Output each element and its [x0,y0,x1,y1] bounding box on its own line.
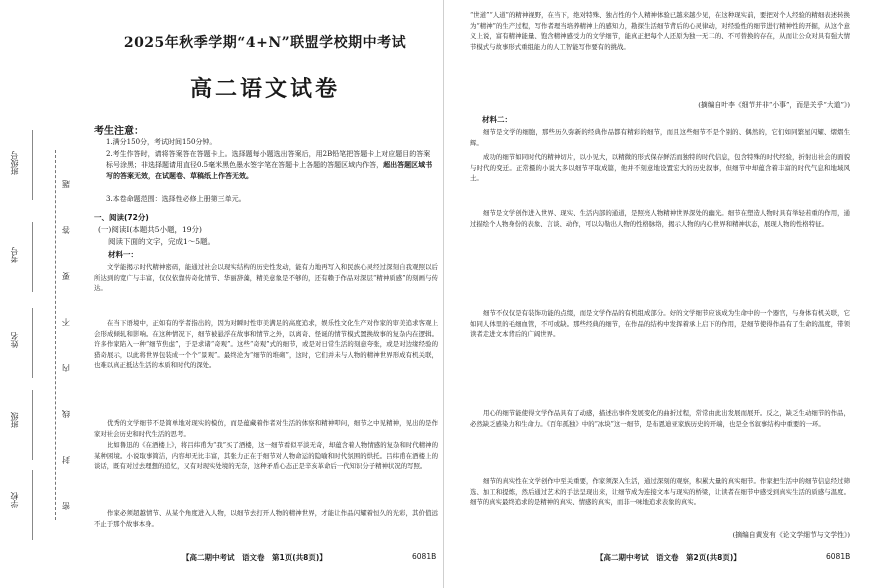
paragraph: 细节是文学创作进入世界、现实、生活内部的通道，是照亮人物精神世界深处的幽光。细节在塑造人物时具有举轻若重的作用，通过描绘个人物身份的表象、言谈、动作，可以勾勒出人物的性格脉络，揭示人物的内心世界和精神状态，展现人物的性格特征。 [470,209,850,228]
binding-field-name: 姓名 [10,332,19,348]
binding-strip [0,0,88,588]
section-heading: 一、阅读(72分) [94,213,149,222]
paper-title: 高二语文试卷 [189,77,340,102]
exam-title: 2025年秋季学期“4+N”联盟学校期中考试 [123,35,407,51]
notice-item-3: 3.本卷命题范围：选择性必修上册第三单元。 [106,195,246,203]
binding-underline [32,470,33,540]
source-citation: (摘编自叶李《细节并非“小事”，而是关乎“大道”》) [698,101,850,109]
notice-title: 考生注意： [94,126,144,137]
reading-instruction: 阅读下面的文字，完成1～5题。 [108,237,216,246]
paragraph: 优秀的文学细节不是简单地对现实的模仿，而是蕴藏着作者对生活的体察和精神叩问，细节之中见精神，见出的是作家对社会历史和时代生活的思考。 [94,419,438,438]
page-fold-divider [443,0,444,588]
material-label: 材料一： [108,250,138,259]
binding-underline [32,222,33,292]
notice-item-1: 1.满分150分，考试时间150分钟。 [106,138,217,146]
footer-page-label: 【高二期中考试 语文卷 第2页(共8页)】 [596,553,741,562]
footer-code: 6081B [412,552,437,561]
binding-field-school: 学校 [10,492,19,508]
paragraph: 作家必须超越情节、从某个角度进入人物，以细节去打开人物的精神世界，才能让作品闪耀着恒久的光彩，其价值远不止于那个故事本身。 [94,509,438,528]
binding-field-exam-number: 考号 [10,247,19,263]
paragraph: 比如鲁迅的《在酒楼上》，将吕纬甫为“我”买了酒楼，这一细节看似平淡无奇，却蕴含着人物情感的复杂和时代精神的某种困境。小说取事简洁，内容却无比丰富，其张力正在于细节对人物命运的隐喻和时代氛围的烘托。吕纬甫在酒楼上的谈话，既有对过去理想的追忆，又有对现实处境的无奈，这种矛盾心态正是辛亥革命后一代知识分子精神状况的写照。 [94,441,438,471]
binding-underline [32,130,33,200]
subsection-heading: (一)阅读Ⅰ(本题共5小题，19分) [98,225,202,234]
notice-item-2: 2.考生作答时，请将答案答在答题卡上。选择题每小题选出答案后，用2B铅笔把答题卡上对应题目的答案标号涂黑；非选择题请用直径0.5毫米黑色墨水签字笔在答题卡上各题的答题区域内作答，超出答题区域书写的答案无效，在试题卷、草稿纸上作答无效。 [106,150,433,180]
paragraph: 细节的真实性在文学创作中至关重要，作家须深入生活，通过深刻的观察，积累大量的真实细节。作家把生活中的细节信息经过筛选、加工和提炼，然后通过艺术的手法呈现出来，让细节成为连接文本与现实的桥梁，让读者在细节中感受到真实生活的质感与温度。细节的真实最终追求的是精神的真实、情感的真实，而非一味地追求表象的真实。 [470,477,850,507]
binding-underline [32,390,33,460]
paragraph: 细节是文学的细胞，那些历久弥新的经典作品都有精彩的细节，而且这些细节不是个别的、偶然的，它们如同繁星闪耀、熠熠生辉。 [470,128,850,147]
footer-page-label: 【高二期中考试 语文卷 第1页(共8页)】 [182,553,327,562]
material-label: 材料二： [482,115,512,124]
paragraph: 细节不仅仅是有装饰功能的点缀，而是文学作品的有机组成部分。好的文学细节应该成为生命中的一个器官，与身体有机关联，它如同人体里的毛细血管，不可或缺。那些经典的细节，在作品的结构中发挥着承上启下的作用，是细节使得作品有了生命的温度，带领读者走进文本背后的广阔世界。 [470,309,850,339]
footer-code: 6081B [826,552,851,561]
binding-field-class: 班级 [10,412,19,428]
binding-field-class-number: 班级号 [10,151,19,175]
source-citation: (摘编自黄发有《论文学细节与文学性》) [732,531,850,539]
seal-warning-text: 密 封 线 内 不 要 答 题 [61,180,71,510]
notice-emphasis: 超出答题区域书写的答案无效，在试题卷、草稿纸上作答无效。 [106,161,433,180]
paragraph: 在当下语境中，正如有的学者指出的，因为对瞬时性审美满足的高度追求，娱乐性文化生产对作家的审美追求客观上会形成倾轧和影响。在这种情况下，细节被悬浮在故事和情节之外，以离奇、怪诞的情节模式置换故事的复杂内在逻辑。许多作家陷入一种“细节焦虑”，于是求诸“奇观”。这些“奇观”式的细节，或是对日常生活的刻意夸张，或是对边缘经验的猎奇展示，以此将世界包装成一个个“景观”。最终沦为“细节的堆砌”，这时，它们并未与人物的精神世界形成有机关联，也难以真正抵达生活的本质和时代的深处。 [94,319,438,370]
paragraph: “世道”“人道”的精神视野，在当下，绝对特殊、独占性的个人精神体验已越来越少见，在这种现实前，要把对个人经验的精细表述转换为“精神”的生产过程，写作者理当培养精神上的感知力，勘探生活细节背后的心灵律动，对经验性的细节进行精神性的开掘，从这个意义上说，富有精神能量、饱含精神感受力的文学细节，能真正把每个人还原为独一无二的、不可替换的存在，从而让公众对具有强大情节模式与故事形式重组能力的人工智能写作要有的挑战。 [470,11,850,51]
seal-dashed-line [55,150,56,520]
paragraph: 成功的细节如同时代的精神切片，以小见大，以精微的形式保存鲜活而独特的时代信息，包含特殊的时代经验，折射出社会的面貌与时代的变迁。正常摄的小说大多以细节平取成篇，他并不刻意地设置宏大的历史叙事，但细节中却蕴含着丰富的时代气息和地域风土。 [470,153,850,183]
paragraph: 用心的细节能使得文学作品具有了动感，描述出事件发展变化的曲折过程，常常由此出发展而展开。反之，缺乏生动细节的作品，必然缺乏感染力和生命力。《百年孤独》中的“冰块”这一细节，是布恩迪亚家族历史的开端，也是全书叙事结构中重要的一环。 [470,409,850,428]
binding-underline [32,308,33,378]
paragraph: 文学能揭示时代精神密码，能通过社会以现实结构的历史性发动，能有力地再写入和民族心灵经过深刻自我观照以后所达到的宽广与丰富，仅仅依靠传奇化情节、华丽辞藻，精美意象是不够的，还有赖于作品对深层“精神质感”的刻画与传达。 [94,263,438,293]
